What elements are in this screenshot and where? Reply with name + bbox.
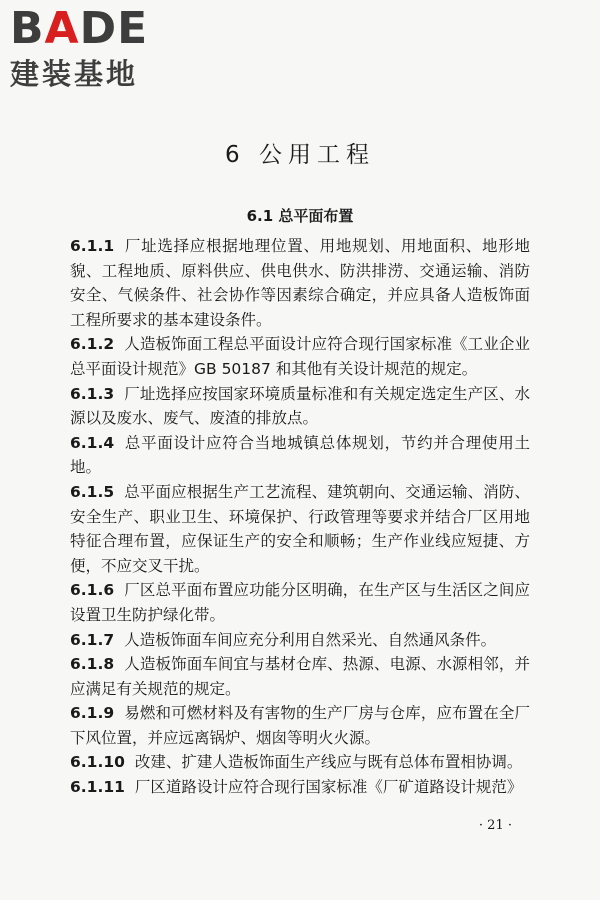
clause-text: 易燃和可燃材料及有害物的生产厂房与仓库，应布置在全厂下风位置，并应远离锅炉、烟囱等明火火源。 <box>70 704 530 747</box>
clause-text: 厂区总平面布置应功能分区明确，在生产区与生活区之间应设置卫生防护绿化带。 <box>70 581 530 624</box>
clause-number: 6.1.7 <box>70 630 115 649</box>
clause-number: 6.1.9 <box>70 704 115 723</box>
clause-number: 6.1.4 <box>70 433 115 452</box>
clause <box>70 431 530 480</box>
clause-text: 厂址选择应按国家环境质量标准和有关规定选定生产区、水源以及废水、废气、废渣的排放点。 <box>70 384 530 428</box>
logo-wordmark: BADE <box>10 3 149 54</box>
clause <box>70 234 530 332</box>
clause-number: 6.1.6 <box>70 581 115 600</box>
section-title: 6.1 总平面布置 <box>246 207 354 225</box>
clause <box>70 332 530 381</box>
clause <box>70 578 530 627</box>
clause <box>70 382 530 431</box>
clause-text: 改建、扩建人造板饰面生产线应与既有总体布置相协调。 <box>134 753 523 772</box>
clause-number: 6.1.2 <box>70 335 115 354</box>
clause-number: 6.1.3 <box>70 384 115 403</box>
chapter-title: 6 公用工程 <box>225 142 375 168</box>
clause-number: 6.1.1 <box>70 237 115 255</box>
clause-number: 6.1.11 <box>70 778 125 797</box>
clause-list <box>70 234 530 800</box>
clause-number: 6.1.8 <box>70 655 115 674</box>
clause <box>70 775 530 800</box>
clause-text: 总平面应根据生产工艺流程、建筑朝向、交通运输、消防、安全生产、职业卫生、环境保护、行政管理等要求并结合厂区用地特征合理布置，应保证生产的安全和顺畅；生产作业线应短捷、方便，不应交叉干扰。 <box>70 482 530 575</box>
publisher-logo <box>10 4 180 92</box>
clause-number: 6.1.5 <box>70 482 115 501</box>
clause <box>70 480 530 578</box>
clause-text: 人造板饰面工程总平面设计应符合现行国家标准《工业企业总平面设计规范》GB 50187 和其他有关设计规范的规定。 <box>70 335 530 378</box>
clause <box>70 701 530 750</box>
clause-text: 人造板饰面车间宜与基材仓库、热源、电源、水源相邻，并应满足有关规范的规定。 <box>70 655 530 698</box>
clause <box>70 652 530 701</box>
clause-text: 总平面设计应符合当地城镇总体规划，节约并合理使用土地。 <box>70 433 530 477</box>
clause-text: 人造板饰面车间应充分利用自然采光、自然通风条件。 <box>124 630 497 649</box>
clause <box>70 628 530 653</box>
logo-chinese-name: 建装基地 <box>10 57 139 91</box>
clause-text: 厂区道路设计应符合现行国家标准《厂矿道路设计规范》 <box>134 778 523 797</box>
clause-number: 6.1.10 <box>70 753 125 772</box>
clause-text: 厂址选择应根据地理位置、用地规划、用地面积、地形地貌、工程地质、原料供应、供电供水、防洪排涝、交通运输、消防安全、气候条件、社会协作等因素综合确定，并应具备人造板饰面工程所要求的基本建设条件。 <box>70 237 530 329</box>
clause <box>70 750 530 775</box>
page-number: · 21 · <box>478 818 512 833</box>
